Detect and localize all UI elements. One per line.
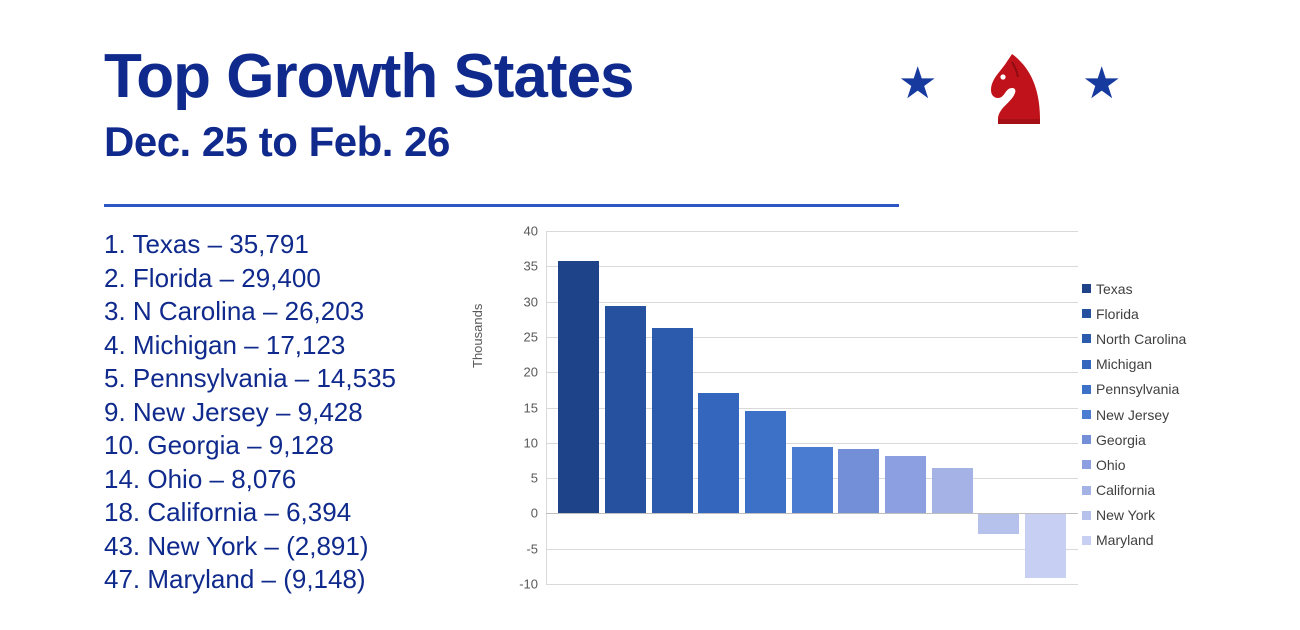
bar[interactable] <box>1025 513 1066 578</box>
list-item: 14. Ohio – 8,076 <box>104 463 297 494</box>
legend-item[interactable] <box>1082 301 1282 326</box>
y-axis-tick-label: 30 <box>523 294 538 310</box>
legend-swatch-icon <box>1082 460 1091 469</box>
y-axis-tick-label: 5 <box>530 470 538 486</box>
list-item: 3. N Carolina – 26,203 <box>104 296 365 326</box>
y-axis-tick-label: 10 <box>523 435 538 451</box>
list-item: 9. New Jersey – 9,428 <box>104 396 363 427</box>
list-item: 18. California – 6,394 <box>104 497 352 527</box>
list-item: 47. Maryland – (9,148) <box>104 564 366 594</box>
title-divider <box>104 204 899 207</box>
chess-knight-icon <box>982 50 1052 126</box>
legend-item-label: Ohio <box>1096 456 1126 473</box>
bar-chart <box>470 218 1078 614</box>
list-item: 4. Michigan – 17,123 <box>104 329 346 360</box>
list-item: 5. Pennsylvania – 14,535 <box>104 363 396 393</box>
y-axis-tick-label: 20 <box>523 364 538 380</box>
legend-swatch-icon <box>1082 410 1091 419</box>
y-axis-tick-label: 0 <box>530 505 538 521</box>
legend-swatch-icon <box>1082 486 1091 495</box>
legend-item-label: Florida <box>1096 305 1139 322</box>
legend-item-label: Texas <box>1096 280 1133 297</box>
legend-swatch-icon <box>1082 309 1091 318</box>
legend-item[interactable] <box>1082 326 1282 351</box>
ranking-list <box>104 228 504 597</box>
y-axis-tick-label: -5 <box>526 541 538 557</box>
star-icon: ★ <box>1082 59 1122 108</box>
legend-item[interactable] <box>1082 352 1282 377</box>
legend-item[interactable] <box>1082 402 1282 427</box>
bar[interactable] <box>698 393 739 514</box>
title-block <box>104 42 904 165</box>
legend-swatch-icon <box>1082 435 1091 444</box>
bar[interactable] <box>652 328 693 513</box>
y-axis-tick-label: 15 <box>523 400 538 415</box>
bar[interactable] <box>792 447 833 514</box>
legend-item[interactable] <box>1082 452 1282 477</box>
list-item: 10. Georgia – 9,128 <box>104 430 334 460</box>
list-item: 2. Florida – 29,400 <box>104 262 321 293</box>
bar[interactable] <box>558 261 599 514</box>
bar[interactable] <box>932 468 973 513</box>
legend-item[interactable] <box>1082 503 1282 528</box>
legend-item-label: Michigan <box>1096 356 1153 373</box>
bar[interactable] <box>978 513 1019 533</box>
bar[interactable] <box>838 449 879 513</box>
legend-item[interactable] <box>1082 528 1282 553</box>
bars-group <box>546 231 1078 584</box>
legend-swatch-icon <box>1082 536 1091 545</box>
x-axis-line <box>546 513 1078 514</box>
bar[interactable] <box>605 306 646 514</box>
page-subtitle: Dec. 25 to Feb. 26 <box>104 118 450 165</box>
legend-item-label: Georgia <box>1096 431 1146 448</box>
y-axis-tick-label: 35 <box>523 258 538 274</box>
legend-swatch-icon <box>1082 511 1091 520</box>
legend-swatch-icon <box>1082 284 1091 293</box>
legend-item[interactable] <box>1082 276 1282 301</box>
list-item: 1. Texas – 35,791 <box>104 229 309 259</box>
y-axis-tick-label: 40 <box>523 223 538 239</box>
bar[interactable] <box>885 456 926 513</box>
y-axis-title: Thousands <box>470 303 485 368</box>
legend-swatch-icon <box>1082 360 1091 369</box>
legend-item-label: California <box>1096 482 1156 499</box>
page-title: Top Growth States <box>104 42 634 111</box>
legend-item-label: Maryland <box>1096 532 1154 549</box>
star-icon: ★ <box>898 59 938 108</box>
legend-swatch-icon <box>1082 334 1091 343</box>
plot-area <box>519 223 1078 592</box>
legend-item-label: New Jersey <box>1096 406 1170 423</box>
legend-item-label: Pennsylvania <box>1096 381 1180 398</box>
chart-legend <box>1082 276 1282 553</box>
gridline <box>519 576 1078 592</box>
list-item: 43. New York – (2,891) <box>104 530 369 561</box>
legend-item-label: New York <box>1096 507 1156 524</box>
y-axis-tick-label: -10 <box>519 576 538 592</box>
legend-item-label: North Carolina <box>1096 330 1187 347</box>
bar[interactable] <box>745 411 786 514</box>
y-axis-tick-label: 25 <box>523 329 538 345</box>
legend-swatch-icon <box>1082 385 1091 394</box>
legend-item[interactable] <box>1082 478 1282 503</box>
legend-item[interactable] <box>1082 427 1282 452</box>
legend-item[interactable] <box>1082 377 1282 402</box>
